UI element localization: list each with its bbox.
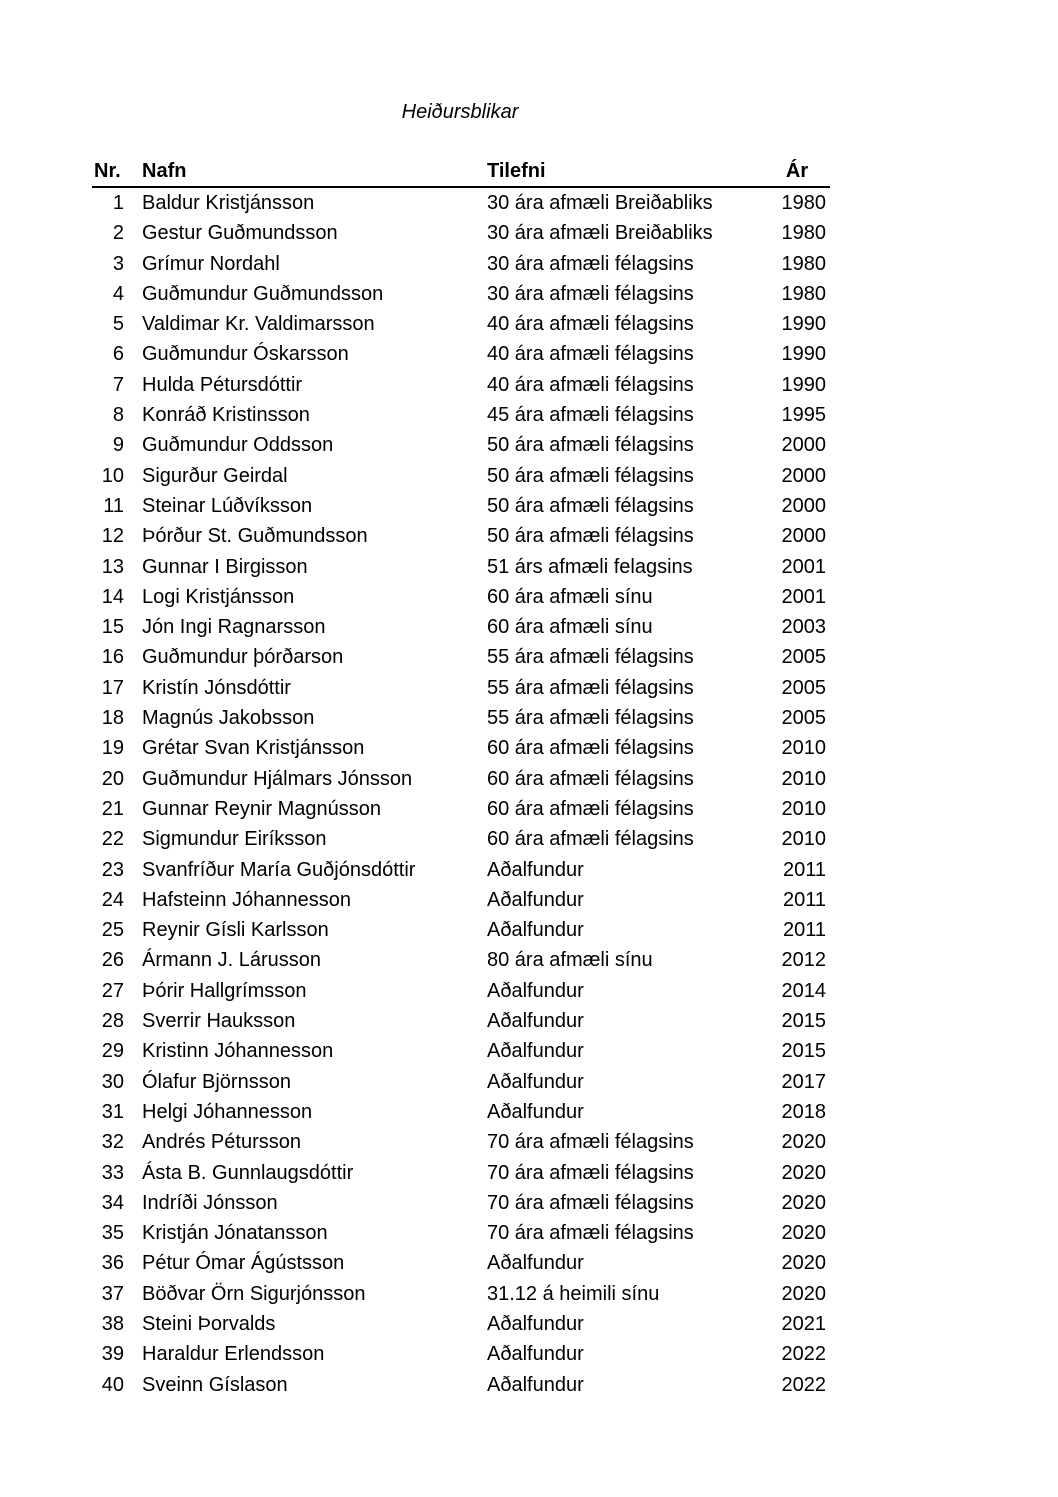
table-row — [92, 1006, 830, 1036]
table-row — [92, 1067, 830, 1097]
row-occasion: 50 ára afmæli félagsins — [487, 494, 694, 517]
row-nr: 4 — [112, 282, 124, 305]
table-row — [92, 279, 830, 309]
row-occasion: Aðalfundur — [487, 1252, 584, 1275]
row-nr: 7 — [112, 373, 124, 396]
table-row — [92, 642, 830, 672]
row-name: Baldur Kristjánsson — [142, 192, 315, 214]
row-name: Indríði Jónsson — [142, 1191, 278, 1214]
row-nr: 5 — [112, 313, 124, 336]
row-name: Guðmundur Oddsson — [142, 434, 334, 457]
table-row — [92, 1097, 830, 1127]
row-year: 2003 — [781, 616, 826, 639]
table-row — [92, 339, 830, 369]
row-occasion: 40 ára afmæli félagsins — [487, 343, 694, 366]
row-year: 2018 — [781, 1100, 826, 1123]
row-name: Þórður St. Guðmundsson — [142, 525, 368, 548]
row-name: Kristín Jónsdóttir — [142, 676, 291, 699]
row-name: Ólafur Björnsson — [142, 1070, 291, 1093]
row-year: 2005 — [781, 707, 826, 730]
row-year: 2011 — [782, 919, 826, 942]
row-nr: 28 — [101, 1010, 124, 1033]
row-occasion: 45 ára afmæli félagsins — [487, 404, 694, 427]
row-name: Haraldur Erlendsson — [142, 1343, 325, 1366]
table-row — [92, 1188, 830, 1218]
table-row — [92, 673, 830, 703]
row-occasion: Aðalfundur — [487, 1040, 584, 1063]
row-occasion: 55 ára afmæli félagsins — [487, 707, 694, 730]
row-name: Steini Þorvalds — [142, 1312, 276, 1335]
table-row — [92, 855, 830, 885]
row-nr: 6 — [112, 343, 124, 366]
table-row — [92, 915, 830, 945]
row-occasion: 40 ára afmæli félagsins — [487, 373, 694, 396]
row-nr: 3 — [112, 252, 124, 275]
row-name: Kristinn Jóhannesson — [142, 1040, 334, 1063]
table-row — [92, 1218, 830, 1248]
page-title: Heiðursblikar — [401, 101, 519, 123]
row-nr: 10 — [101, 464, 124, 487]
column-header-year: Ár — [785, 160, 809, 182]
row-occasion: Aðalfundur — [487, 888, 584, 911]
table-row — [92, 461, 830, 491]
row-name: Grétar Svan Kristjánsson — [142, 737, 365, 760]
row-occasion: 30 ára afmæli Breiðabliks — [487, 222, 713, 245]
row-year: 1980 — [781, 252, 826, 275]
row-name: Andrés Pétursson — [142, 1131, 301, 1154]
row-occasion: 70 ára afmæli félagsins — [487, 1161, 694, 1184]
row-occasion: 50 ára afmæli félagsins — [487, 434, 694, 457]
row-nr: 15 — [101, 616, 124, 639]
row-nr: 20 — [101, 767, 124, 790]
row-occasion: Aðalfundur — [487, 1373, 584, 1396]
row-year: 2011 — [782, 858, 826, 881]
row-occasion: Aðalfundur — [487, 1010, 584, 1033]
row-occasion: 70 ára afmæli félagsins — [487, 1222, 694, 1245]
row-occasion: 70 ára afmæli félagsins — [487, 1131, 694, 1154]
table-row — [92, 1279, 830, 1309]
row-nr: 19 — [101, 737, 124, 760]
row-occasion: Aðalfundur — [487, 919, 584, 942]
row-year: 2014 — [781, 979, 826, 1002]
row-year: 2010 — [781, 797, 826, 820]
row-year: 2020 — [781, 1191, 826, 1214]
row-nr: 23 — [101, 858, 124, 881]
table-body — [92, 188, 830, 1400]
row-occasion: Aðalfundur — [487, 979, 584, 1002]
table-row — [92, 1036, 830, 1066]
row-occasion: Aðalfundur — [487, 1312, 584, 1335]
honors-table — [92, 158, 830, 1400]
row-name: Sigmundur Eiríksson — [142, 828, 327, 851]
row-name: Gestur Guðmundsson — [142, 222, 338, 245]
row-occasion: 80 ára afmæli sínu — [487, 949, 653, 972]
table-row — [92, 733, 830, 763]
row-name: Konráð Kristinsson — [142, 404, 310, 427]
row-year: 2020 — [781, 1252, 826, 1275]
row-year: 2022 — [781, 1373, 826, 1396]
row-year: 2005 — [781, 646, 826, 669]
row-year: 2010 — [781, 737, 826, 760]
row-year: 2010 — [781, 828, 826, 851]
row-occasion: 70 ára afmæli félagsins — [487, 1191, 694, 1214]
row-occasion: 60 ára afmæli sínu — [487, 616, 653, 639]
row-name: Reynir Gísli Karlsson — [142, 919, 329, 942]
row-nr: 13 — [101, 555, 124, 578]
row-name: Guðmundur Hjálmars Jónsson — [142, 767, 413, 790]
row-occasion: Aðalfundur — [487, 858, 584, 881]
row-nr: 21 — [101, 797, 124, 820]
table-row — [92, 188, 830, 218]
row-year: 2015 — [781, 1010, 826, 1033]
row-occasion: 60 ára afmæli félagsins — [487, 737, 694, 760]
table-row — [92, 794, 830, 824]
table-row — [92, 430, 830, 460]
row-nr: 11 — [103, 494, 124, 517]
row-year: 1980 — [781, 282, 826, 305]
row-name: Guðmundur þórðarson — [142, 646, 344, 669]
row-year: 2010 — [781, 767, 826, 790]
table-row — [92, 1158, 830, 1188]
row-year: 2000 — [781, 525, 826, 548]
table-row — [92, 400, 830, 430]
row-occasion: 60 ára afmæli félagsins — [487, 797, 694, 820]
row-name: Sigurður Geirdal — [142, 464, 288, 487]
row-year: 2012 — [781, 949, 826, 972]
table-row — [92, 824, 830, 854]
row-occasion: 30 ára afmæli félagsins — [487, 282, 694, 305]
row-year: 2001 — [781, 585, 826, 608]
row-occasion: 31.12 á heimili sínu — [487, 1282, 660, 1305]
table-row — [92, 552, 830, 582]
row-nr: 32 — [101, 1131, 124, 1154]
row-occasion: 30 ára afmæli félagsins — [487, 252, 694, 275]
row-nr: 39 — [101, 1343, 124, 1366]
row-name: Valdimar Kr. Valdimarsson — [142, 313, 375, 336]
row-name: Þórir Hallgrímsson — [142, 979, 307, 1002]
table-row — [92, 370, 830, 400]
row-year: 2000 — [781, 464, 826, 487]
table-row — [92, 1309, 830, 1339]
row-occasion: 40 ára afmæli félagsins — [487, 313, 694, 336]
row-name: Gunnar Reynir Magnússon — [142, 797, 382, 820]
row-year: 2005 — [781, 676, 826, 699]
row-year: 2022 — [781, 1343, 826, 1366]
row-occasion: Aðalfundur — [487, 1100, 584, 1123]
row-occasion: 55 ára afmæli félagsins — [487, 676, 694, 699]
row-name: Ármann J. Lárusson — [142, 949, 321, 972]
row-year: 2020 — [781, 1282, 826, 1305]
row-occasion: 50 ára afmæli félagsins — [487, 525, 694, 548]
table-row — [92, 521, 830, 551]
row-year: 2020 — [781, 1131, 826, 1154]
row-occasion: 50 ára afmæli félagsins — [487, 464, 694, 487]
row-name: Helgi Jóhannesson — [142, 1100, 313, 1123]
row-nr: 27 — [101, 979, 124, 1002]
row-nr: 16 — [101, 646, 124, 669]
row-year: 2017 — [781, 1070, 826, 1093]
row-nr: 29 — [101, 1040, 124, 1063]
row-name: Steinar Lúðvíksson — [142, 494, 313, 517]
table-row — [92, 764, 830, 794]
row-occasion: Aðalfundur — [487, 1343, 584, 1366]
row-occasion: 60 ára afmæli sínu — [487, 585, 653, 608]
row-occasion: Aðalfundur — [487, 1070, 584, 1093]
row-name: Pétur Ómar Ágústsson — [142, 1252, 345, 1275]
table-row — [92, 309, 830, 339]
row-nr: 34 — [101, 1191, 124, 1214]
row-nr: 1 — [112, 192, 124, 214]
table-header-row — [92, 158, 830, 188]
row-name: Logi Kristjánsson — [142, 585, 295, 608]
row-occasion: 55 ára afmæli félagsins — [487, 646, 694, 669]
row-name: Grímur Nordahl — [142, 252, 280, 275]
row-name: Magnús Jakobsson — [142, 707, 315, 730]
table-row — [92, 218, 830, 248]
row-nr: 12 — [101, 525, 124, 548]
row-name: Guðmundur Guðmundsson — [142, 282, 384, 305]
row-year: 2020 — [781, 1222, 826, 1245]
row-nr: 30 — [101, 1070, 124, 1093]
table-row — [92, 1127, 830, 1157]
row-nr: 38 — [101, 1312, 124, 1335]
row-year: 1990 — [781, 373, 826, 396]
row-year: 1980 — [781, 192, 826, 214]
row-nr: 9 — [112, 434, 124, 457]
row-year: 1980 — [781, 222, 826, 245]
row-name: Hafsteinn Jóhannesson — [142, 888, 352, 911]
row-year: 2001 — [781, 555, 826, 578]
row-name: Guðmundur Óskarsson — [142, 343, 349, 366]
row-occasion: 51 árs afmæli felagsins — [487, 555, 693, 578]
table-row — [92, 491, 830, 521]
row-occasion: 30 ára afmæli Breiðabliks — [487, 192, 713, 214]
row-nr: 22 — [101, 828, 124, 851]
table-row — [92, 945, 830, 975]
table-row — [92, 1370, 830, 1400]
row-nr: 37 — [101, 1282, 124, 1305]
row-occasion: 60 ára afmæli félagsins — [487, 767, 694, 790]
row-nr: 31 — [101, 1100, 124, 1123]
table-row — [92, 976, 830, 1006]
column-header-nr: Nr. — [94, 160, 121, 182]
row-nr: 26 — [101, 949, 124, 972]
row-year: 2015 — [781, 1040, 826, 1063]
row-name: Kristján Jónatansson — [142, 1222, 328, 1245]
row-name: Ásta B. Gunnlaugsdóttir — [142, 1161, 354, 1184]
row-name: Sverrir Hauksson — [142, 1010, 296, 1033]
row-name: Jón Ingi Ragnarsson — [142, 616, 326, 639]
row-name: Gunnar I Birgisson — [142, 555, 308, 578]
table-row — [92, 582, 830, 612]
row-occasion: 60 ára afmæli félagsins — [487, 828, 694, 851]
row-year: 2020 — [781, 1161, 826, 1184]
table-row — [92, 703, 830, 733]
row-nr: 33 — [101, 1161, 124, 1184]
table-row — [92, 885, 830, 915]
column-header-occasion: Tilefni — [487, 160, 546, 182]
row-year: 1990 — [781, 343, 826, 366]
row-name: Sveinn Gíslason — [142, 1373, 288, 1396]
row-nr: 40 — [101, 1373, 124, 1396]
row-nr: 25 — [101, 919, 124, 942]
table-row — [92, 612, 830, 642]
row-name: Hulda Pétursdóttir — [142, 373, 303, 396]
row-nr: 36 — [101, 1252, 124, 1275]
table-row — [92, 1248, 830, 1278]
row-nr: 24 — [101, 888, 124, 911]
row-nr: 2 — [112, 222, 124, 245]
table-row — [92, 249, 830, 279]
row-name: Böðvar Örn Sigurjónsson — [142, 1282, 366, 1305]
table-row — [92, 1339, 830, 1369]
row-nr: 18 — [101, 707, 124, 730]
column-header-name: Nafn — [142, 160, 187, 182]
row-year: 2021 — [781, 1312, 826, 1335]
row-nr: 17 — [101, 676, 124, 699]
row-nr: 35 — [101, 1222, 124, 1245]
row-name: Svanfríður María Guðjónsdóttir — [142, 858, 416, 881]
row-year: 2000 — [781, 494, 826, 517]
row-nr: 8 — [112, 404, 124, 427]
row-nr: 14 — [101, 585, 124, 608]
row-year: 1990 — [781, 313, 826, 336]
row-year: 2000 — [781, 434, 826, 457]
row-year: 1995 — [781, 404, 826, 427]
row-year: 2011 — [782, 888, 826, 911]
